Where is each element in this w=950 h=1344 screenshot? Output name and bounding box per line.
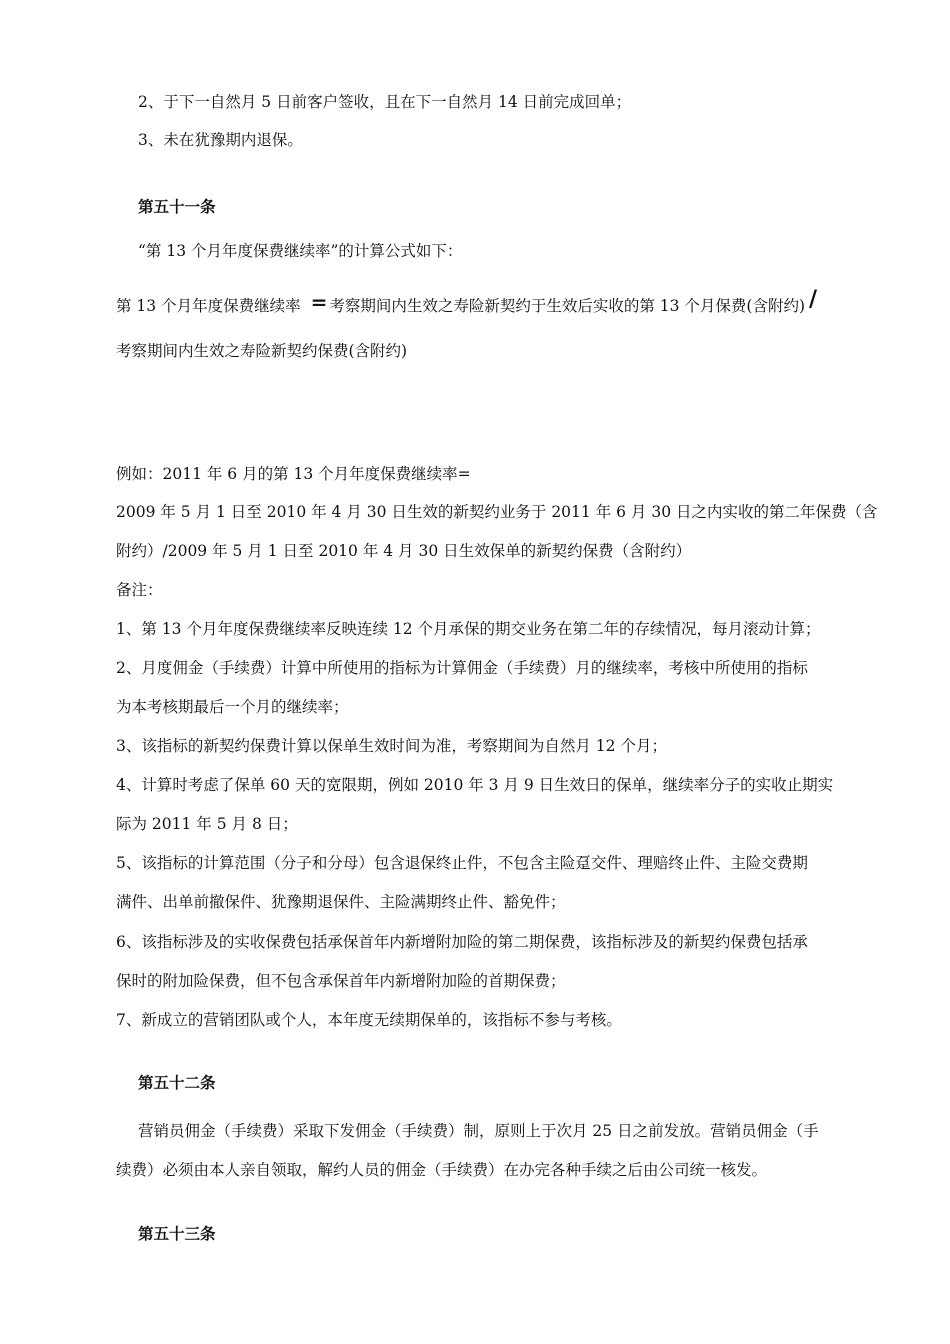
note-line: 5、该指标的计算范围（分子和分母）包含退保终止件，不包含主险趸交件、理赔终止件、主险交费期: [116, 854, 808, 872]
formula-equals: =: [310, 290, 328, 314]
example-title: 例如：2011 年 6 月的第 13 个月年度保费继续率=: [116, 465, 471, 483]
article-52-heading: 第五十二条: [138, 1073, 216, 1092]
formula-intro: “第 13 个月年度保费继续率”的计算公式如下：: [138, 242, 463, 260]
note-line: 6、该指标涉及的实收保费包括承保首年内新增附加险的第二期保费，该指标涉及的新契约保费包括承: [116, 933, 808, 951]
formula-denominator: 考察期间内生效之寿险新契约保费(含附约): [116, 342, 408, 360]
note-line: 满件、出单前撤保件、犹豫期退保件、主险满期终止件、豁免件；: [116, 893, 566, 911]
note-line: 保时的附加险保费，但不包含承保首年内新增附加险的首期保费；: [116, 972, 566, 990]
note-line: 际为 2011 年 5 月 8 日；: [116, 815, 298, 833]
note-line: 2、月度佣金（手续费）计算中所使用的指标为计算佣金（手续费）月的继续率，考核中所使用的指标: [116, 659, 808, 677]
example-line: 2009 年 5 月 1 日至 2010 年 4 月 30 日生效的新契约业务于 2011 年 6 月 30 日之内实收的第二年保费（含: [116, 503, 878, 521]
note-line: 3、该指标的新契约保费计算以保单生效时间为准，考察期间为自然月 12 个月；: [116, 737, 667, 755]
formula-line: [116, 286, 818, 315]
formula-left: 第 13 个月年度保费继续率: [116, 297, 301, 315]
article-53-heading: 第五十三条: [138, 1224, 216, 1243]
article-52-text: 营销员佣金（手续费）采取下发佣金（手续费）制，原则上于次月 25 日之前发放。营销员佣金（手: [138, 1122, 819, 1140]
note-line: 4、计算时考虑了保单 60 天的宽限期，例如 2010 年 3 月 9 日生效日的保单，继续率分子的实收止期实: [116, 776, 834, 794]
note-line: 为本考核期最后一个月的继续率；: [116, 698, 349, 716]
formula-numerator: 考察期间内生效之寿险新契约于生效后实收的第 13 个月保费(含附约): [329, 297, 806, 315]
article-52-text: 续费）必须由本人亲自领取，解约人员的佣金（手续费）在办完各种手续之后由公司统一核发。: [116, 1161, 768, 1179]
article-51-heading: 第五十一条: [138, 197, 216, 216]
note-line: 7、新成立的营销团队或个人，本年度无续期保单的，该指标不参与考核。: [116, 1011, 622, 1029]
notes-label: 备注：: [116, 581, 163, 599]
example-line: 附约）/2009 年 5 月 1 日至 2010 年 4 月 30 日生效保单的新契约保费（含附约）: [116, 542, 692, 560]
formula-slash: /: [809, 286, 818, 312]
list-item: 3、未在犹豫期内退保。: [138, 131, 303, 149]
note-line: 1、第 13 个月年度保费继续率反映连续 12 个月承保的期交业务在第二年的存续情况，每月滚动计算；: [116, 620, 821, 638]
list-item: 2、于下一自然月 5 日前客户签收，且在下一自然月 14 日前完成回单；: [138, 93, 632, 111]
